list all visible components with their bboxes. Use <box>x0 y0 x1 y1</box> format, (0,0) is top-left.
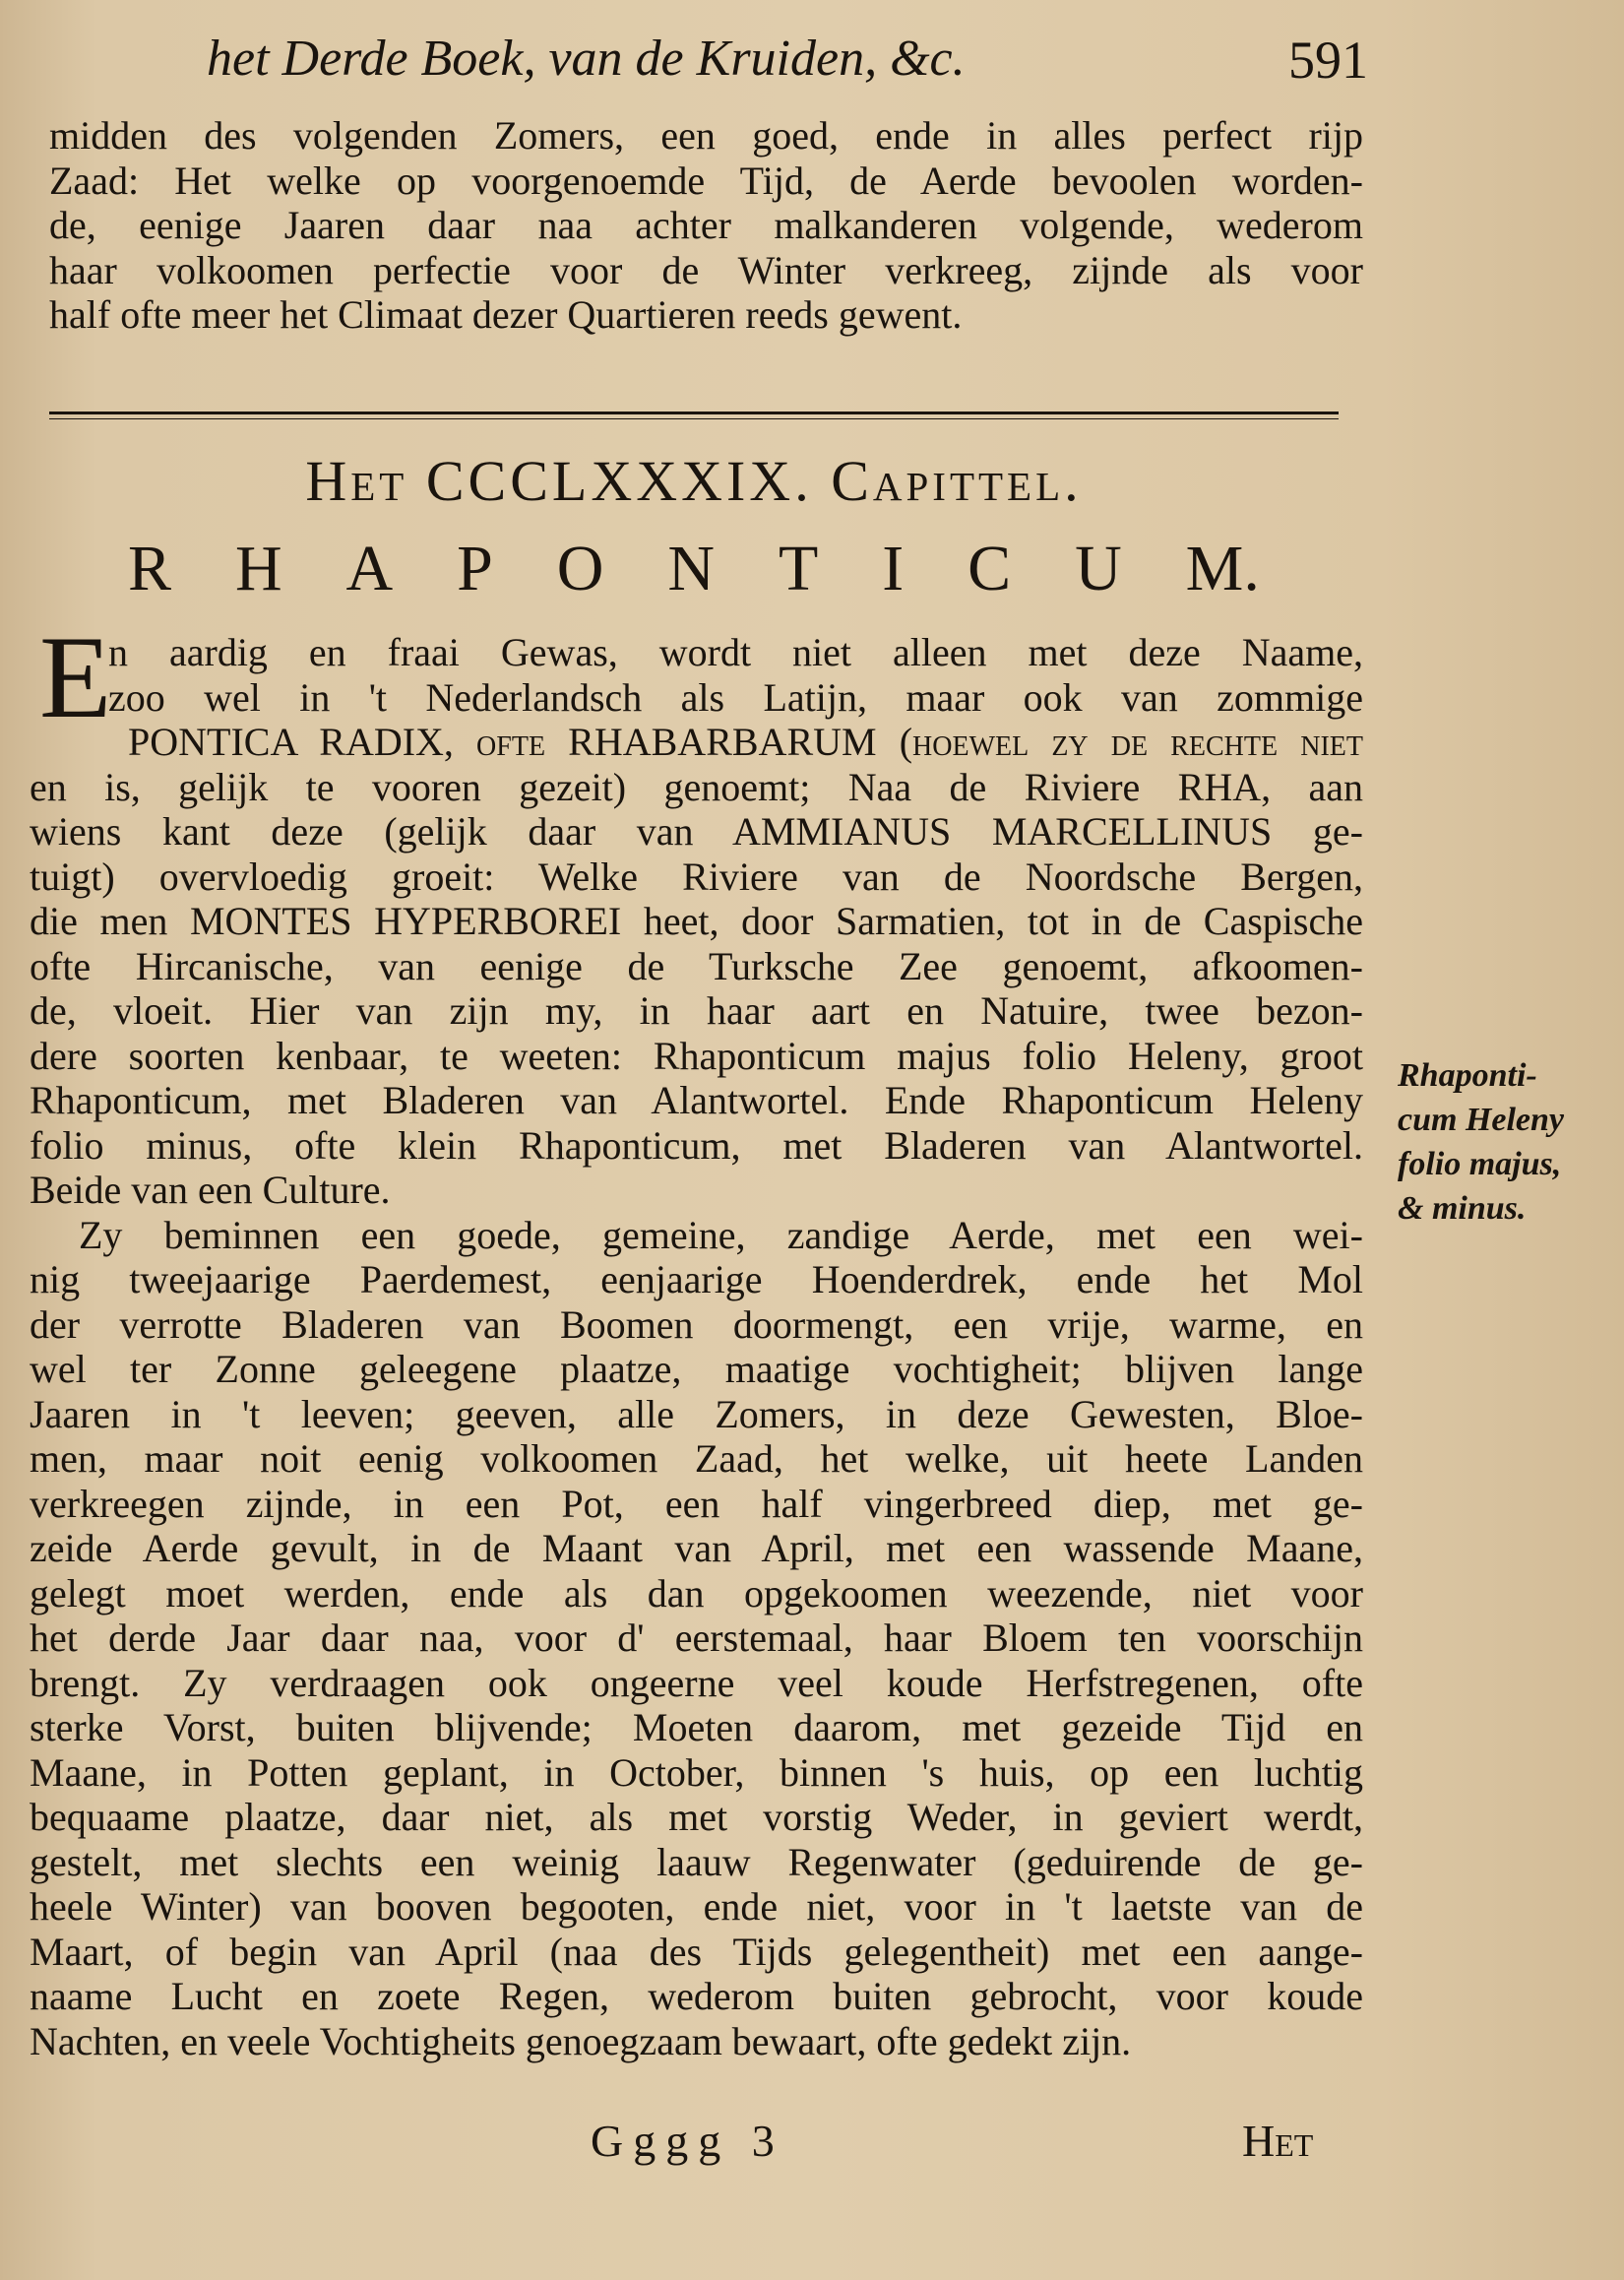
text-line: die men MONTES HYPERBOREI heet, door Sarmatien, tot in de Caspische <box>30 899 1363 943</box>
drop-cap: E <box>39 611 112 742</box>
text-line: wiens kant deze (gelijk daar van AMMIANUS MARCELLINUS ge- <box>30 809 1363 854</box>
margin-note-line: & minus. <box>1398 1190 1527 1227</box>
text-line: folio minus, ofte klein Rhaponticum, met Bladeren van Alantwortel. <box>30 1122 1363 1168</box>
signature-mark: Gggg 3 <box>591 2116 784 2166</box>
text-line: Zaad: Het welke op voorgenoemde Tijd, de Aerde bevoolen worden- <box>49 158 1363 203</box>
text-line: de, eenige Jaaren daar naa achter malkanderen volgende, wederom <box>49 203 1363 247</box>
text-line: sterke Vorst, buiten blijvende; Moeten daarom, met gezeide Tijd en <box>30 1705 1363 1749</box>
text-line: Beide van een Culture. <box>30 1168 391 1212</box>
heading-letter: C <box>968 533 1012 604</box>
text-line: haar volkoomen perfectie voor de Winter verkreeg, zijnde als voor <box>49 247 1363 292</box>
margin-note-line: folio majus, <box>1398 1146 1562 1182</box>
text-line: naame Lucht en zoete Regen, wederom buiten gebrocht, voor koude <box>30 1974 1363 2018</box>
text-line: PONTICA RADIX, ofte RHABARBARUM (hoewel zy de rechte niet <box>128 720 1363 764</box>
text-line: tuigt) overvloedig groeit: Welke Riviere van de Noordsche Bergen, <box>30 854 1363 899</box>
catchword: Het <box>1242 2116 1314 2166</box>
text-line: zeide Aerde gevult, in de Maant van April, met een wassende Maane, <box>30 1526 1363 1570</box>
heading-letter: R <box>128 533 172 604</box>
chapter-title: Het CCCLXXXIX. Capittel. <box>305 449 1083 513</box>
text-line: wel ter Zonne geleegene plaatze, maatige vochtigheit; blijven lange <box>30 1347 1363 1391</box>
margin-note <box>1398 1053 1594 1231</box>
text-line: n aardig en fraai Gewas, wordt niet alleen met deze Naame, <box>108 630 1363 674</box>
heading-letter: O <box>556 533 604 604</box>
text-line: der verrotte Bladeren van Boomen doormengt, een vrije, warme, en <box>30 1301 1363 1347</box>
text-line: men, maar noit eenig volkoomen Zaad, het welke, uit heete Landen <box>30 1436 1363 1481</box>
text-line: bequaame plaatze, daar niet, als met vorstig Weder, in geviert werdt, <box>30 1795 1363 1839</box>
main-text <box>30 611 1363 2063</box>
text-line: nig tweejaarige Paerdemest, eenjaarige Hoenderdrek, ende het Mol <box>30 1257 1363 1301</box>
section-rule <box>49 412 1339 414</box>
running-title: het Derde Boek, van de Kruiden, &c. <box>207 31 966 87</box>
page-number: 591 <box>1288 31 1368 90</box>
text-line: Rhaponticum, met Bladeren van Alantwortel. Ende Rhaponticum Heleny <box>30 1078 1363 1122</box>
text-line: Maart, of begin van April (naa des Tijds gelegentheit) met een aange- <box>30 1929 1363 1974</box>
text-line: half ofte meer het Climaat dezer Quartieren reeds gewent. <box>49 292 963 337</box>
text-line: het derde Jaar daar naa, voor d' eerstemaal, haar Bloem ten voorschijn <box>30 1615 1363 1660</box>
text-line: zoo wel in 't Nederlandsch als Latijn, maar ook van zommige <box>108 674 1363 720</box>
text-line: heele Winter) van booven begooten, ende niet, voor in 't laetste van de <box>30 1884 1363 1929</box>
text-line: dere soorten kenbaar, te weeten: Rhaponticum majus folio Heleny, groot <box>30 1033 1363 1078</box>
running-header <box>207 30 1368 98</box>
heading-letter: T <box>778 533 819 604</box>
text-line: verkreegen zijnde, in een Pot, een half vingerbreed diep, met ge- <box>30 1481 1363 1526</box>
margin-note-line: cum Heleny <box>1398 1102 1565 1138</box>
heading-letter: M. <box>1185 533 1260 604</box>
heading-letter: H <box>234 533 282 604</box>
heading-letter: U <box>1075 533 1122 604</box>
text-line: Nachten, en veele Vochtigheits genoegzaam bewaart, ofte gedekt zijn. <box>30 2018 1132 2063</box>
heading-letter: I <box>882 533 905 604</box>
text-line: gestelt, met slechts een weinig laauw Regenwater (geduirende de ge- <box>30 1839 1363 1884</box>
text-line: Zy beminnen een goede, gemeine, zandige Aerde, met een wei- <box>79 1212 1363 1257</box>
plant-heading <box>128 532 1260 606</box>
top-paragraph <box>49 113 1363 338</box>
text-line: gelegt moet werden, ende als dan opgekoomen weezende, niet voor <box>30 1570 1363 1615</box>
heading-letter: A <box>345 533 394 604</box>
text-line: midden des volgenden Zomers, een goed, ende in alles perfect rijp <box>49 113 1363 158</box>
heading-letter: N <box>667 533 716 604</box>
margin-note-line: Rhaponti- <box>1398 1057 1537 1094</box>
text-line: en is, gelijk te vooren gezeit) genoemt; Naa de Riviere RHA, aan <box>30 764 1363 809</box>
section-rule-thin <box>49 418 1339 419</box>
heading-letter: P <box>457 533 493 604</box>
text-line: de, vloeit. Hier van zijn my, in haar aart en Natuire, twee bezon- <box>30 988 1363 1033</box>
text-line: Maane, in Potten geplant, in October, binnen 's huis, op een luchtig <box>30 1749 1363 1795</box>
text-line: brengt. Zy verdraagen ook ongeerne veel koude Herfstregenen, ofte <box>30 1660 1363 1705</box>
text-line: ofte Hircanische, van eenige de Turksche Zee genoemt, afkoomen- <box>30 943 1363 988</box>
text-line: Jaaren in 't leeven; geeven, alle Zomers, in deze Gewesten, Bloe- <box>30 1391 1363 1436</box>
